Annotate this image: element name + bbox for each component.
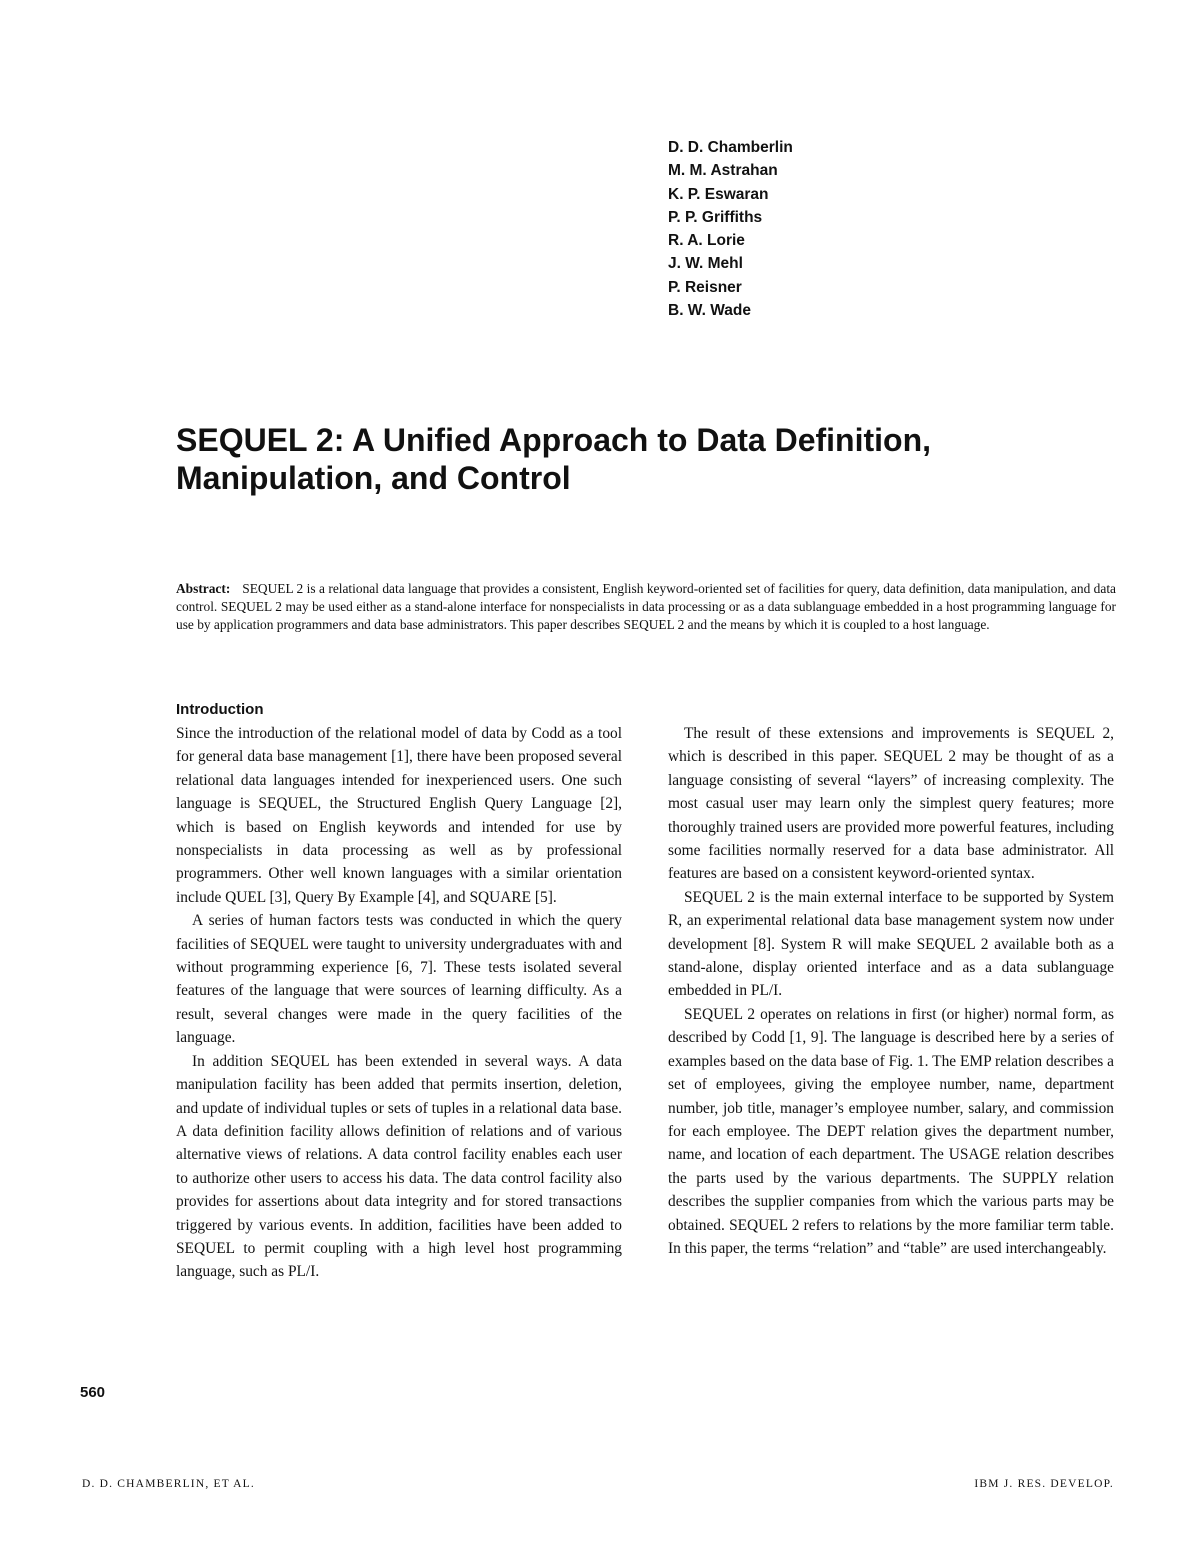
author-name: P. Reisner bbox=[668, 278, 742, 296]
page-number: 560 bbox=[80, 1384, 106, 1401]
section-heading-introduction: Introduction bbox=[176, 701, 264, 718]
author-name: D. D. Chamberlin bbox=[668, 139, 793, 156]
author-list bbox=[668, 136, 793, 322]
abstract-text: SEQUEL 2 is a relational data language that provides a consistent, English keyword-oriented set of facilities for query, data definition, data manipulation, and data control. SEQUEL 2 may be used either as a stand-alone interface for nonspecialists in data processing or as a data sublanguage embedded in a host programming language for use by application programmers and data base administrators. This paper describes SEQUEL 2 and the means by which it is coupled to a host language. bbox=[176, 581, 1116, 632]
author-name: M. M. Astrahan bbox=[668, 162, 778, 180]
title-line-1: SEQUEL 2: A Unified Approach to Data Definition, bbox=[176, 422, 931, 458]
abstract bbox=[176, 580, 1116, 633]
body-paragraph: Since the introduction of the relational model of data by Codd as a tool for general data base management [1], there have been proposed several relational data languages intended for inexperienced users. One such language is SEQUEL, the Structured English Query Language [2], which is based on English keywords and intended for use by nonspecialists in data processing as well as by professional programmers. Other well known languages with a similar orientation include QUEL [3], Query By Example [4], and SQUARE [5]. bbox=[176, 725, 622, 906]
body-paragraph: The result of these extensions and improvements is SEQUEL 2, which is described in this paper. SEQUEL 2 may be thought of as a language consisting of several “layers” of increasing complexity. The most casual user may learn only the simplest query features; more thoroughly trained users are provided more powerful features, including some facilities normally reserved for a data base administrator. All features are based on a consistent keyword-oriented syntax. bbox=[668, 725, 1114, 883]
body-paragraph: In addition SEQUEL has been extended in several ways. A data manipulation facility has been added that permits insertion, deletion, and update of individual tuples or sets of tuples in a relational data base. A data definition facility allows definition of relations and of various alternative views of relations. A data control facility enables each user to authorize other users to access his data. The data control facility also provides for assertions about data integrity and for stored transactions triggered by various events. In addition, facilities have been added to SEQUEL to permit coupling with a high level host programming language, such as PL/I. bbox=[176, 1052, 622, 1281]
right-column bbox=[668, 722, 1114, 1260]
author-name: R. A. Lorie bbox=[668, 232, 745, 250]
paper-title bbox=[176, 421, 1076, 497]
body-paragraph: SEQUEL 2 operates on relations in first (or higher) normal form, as described by Codd [1, 9]. The language is described here by a series of examples based on the data base of Fig. 1. The EMP relation describes a set of employees, giving the employee number, name, department number, job title, manager’s employee number, salary, and commission for each employee. The DEPT relation gives the department number, name, and location of each department. The USAGE relation describes the parts used by the various departments. The SUPPLY relation describes the supplier companies from which the various parts may be obtained. SEQUEL 2 refers to relations by the more familiar term table. In this paper, the terms “relation” and “table” are used interchangeably. bbox=[668, 1005, 1114, 1257]
footer-journal: IBM J. RES. DEVELOP. bbox=[974, 1478, 1114, 1490]
author-name: B. W. Wade bbox=[668, 302, 751, 320]
body-paragraph: SEQUEL 2 is the main external interface to be supported by System R, an experimental relational data base management system now under development [8]. System R will make SEQUEL 2 available both as a stand-alone, display oriented interface and as a data sublanguage embedded in PL/I. bbox=[668, 888, 1114, 1000]
author-name: K. P. Eswaran bbox=[668, 185, 769, 203]
author-name: J. W. Mehl bbox=[668, 255, 743, 273]
title-line-2: Manipulation, and Control bbox=[176, 460, 571, 496]
footer-running-author: D. D. CHAMBERLIN, ET AL. bbox=[82, 1478, 255, 1490]
left-column bbox=[176, 699, 622, 1284]
body-paragraph: A series of human factors tests was conducted in which the query facilities of SEQUEL were taught to university undergraduates with and without programming experience [6, 7]. These tests isolated several features of the language that were sources of learning difficulty. As a result, several changes were made in the query facilities of the language. bbox=[176, 912, 622, 1047]
author-name: P. P. Griffiths bbox=[668, 208, 763, 226]
abstract-label: Abstract: bbox=[176, 581, 231, 596]
